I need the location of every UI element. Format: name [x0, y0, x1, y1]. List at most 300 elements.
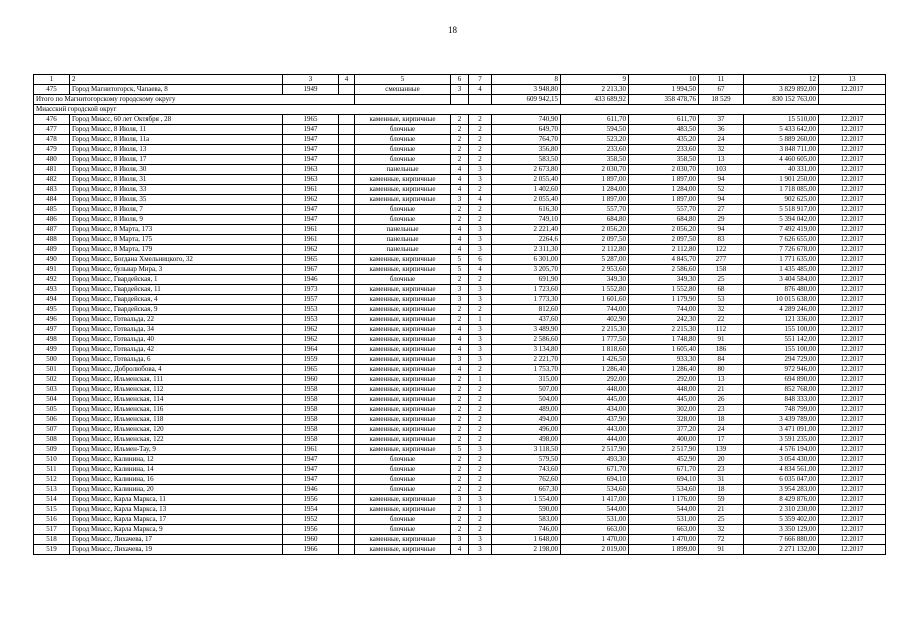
cell-living-area: 233,60: [561, 145, 629, 155]
cell-living-area: 1 818,60: [561, 345, 629, 355]
table-row: [34, 375, 886, 385]
cell-address: Город Миасс, Ильменская, 114: [70, 395, 283, 405]
cell-floors: 2: [451, 405, 469, 415]
cell-residential-area: 435,20: [629, 135, 699, 145]
cell-total-area: 1 648,00: [492, 535, 561, 545]
cell-total-area: 3 118,50: [492, 445, 561, 455]
table-row: [34, 455, 886, 465]
table-row: [34, 335, 886, 345]
cell-floors: 4: [451, 185, 469, 195]
cell-living-area: 1 777,50: [561, 335, 629, 345]
cell-cost: 15 510,00: [744, 115, 819, 125]
cell-living-area: 694,10: [561, 475, 629, 485]
table-row: [34, 205, 886, 215]
cell-residential-area: 4 845,70: [629, 255, 699, 265]
cell-deadline: 12.2017: [819, 385, 886, 395]
cell-year-built: 1963: [283, 165, 339, 175]
cell-total-area: 507,00: [492, 385, 561, 395]
cell-entrances: 3: [469, 165, 492, 175]
cell-year-built: 1967: [283, 265, 339, 275]
cell-row-number: 479: [34, 145, 70, 155]
cell-residential-area: 611,70: [629, 115, 699, 125]
cell-cost: 10 015 638,00: [744, 295, 819, 305]
cell-year-built: 1961: [283, 445, 339, 455]
cell-row-number: 511: [34, 465, 70, 475]
cell-wall-material: каменные, кирпичные: [355, 315, 451, 325]
table-row: [34, 125, 886, 135]
cell-floors: 6: [451, 75, 469, 85]
cell-cost: 3 054 430,00: [744, 455, 819, 465]
cell-residential-area: 1 552,80: [629, 285, 699, 295]
cell-row-number: 490: [34, 255, 70, 265]
cell-residents: 139: [699, 445, 744, 455]
cell-total-area: 1 723,60: [492, 285, 561, 295]
cell-row-number: 503: [34, 385, 70, 395]
cell-living-area: 2 030,70: [561, 165, 629, 175]
cell-entrances: 2: [469, 405, 492, 415]
cell-residential-area: 544,00: [629, 505, 699, 515]
cell-residential-area: 2 215,30: [629, 325, 699, 335]
cell-entrances: 3: [469, 535, 492, 545]
cell-entrances: 4: [469, 195, 492, 205]
cell-address: Город Миасс, 8 Июля, 35: [70, 195, 283, 205]
cell-living-area: 744,00: [561, 305, 629, 315]
table-row: [34, 515, 886, 525]
cell-year-built: 1958: [283, 395, 339, 405]
cell-address: Город Миасс, Готвальда, 42: [70, 345, 283, 355]
cell-wall-material: блочные: [355, 125, 451, 135]
cell-address: Город Миасс, 60 лет Октября , 28: [70, 115, 283, 125]
cell-floors: 2: [451, 215, 469, 225]
cell-col4: [339, 255, 355, 265]
cell-year-built: 1947: [283, 215, 339, 225]
cell-wall-material: блочные: [355, 475, 451, 485]
cell-deadline: 12.2017: [819, 305, 886, 315]
cell-residential-area: 531,00: [629, 515, 699, 525]
cell-row-number: 517: [34, 525, 70, 535]
cell-total-area: 3 205,70: [492, 265, 561, 275]
cell-residents: 27: [699, 205, 744, 215]
cell-living-area: 2 097,50: [561, 235, 629, 245]
total-label: Итого по Магнитогорскому городскому округу: [34, 95, 355, 105]
cell-year-built: 1965: [283, 115, 339, 125]
total-v9: 433 689,92: [561, 95, 629, 105]
cell-row-number: 475: [34, 85, 70, 95]
cell-residents: 11: [699, 75, 744, 85]
cell-year-built: 1958: [283, 405, 339, 415]
cell-deadline: 12.2017: [819, 535, 886, 545]
cell-year-built: 1946: [283, 275, 339, 285]
cell-total-area: 2 221,70: [492, 355, 561, 365]
cell-floors: 4: [451, 235, 469, 245]
cell-cost: 1 718 085,00: [744, 185, 819, 195]
cell-address: Город Миасс, Ильменская, 118: [70, 415, 283, 425]
cell-residents: 80: [699, 365, 744, 375]
cell-wall-material: каменные, кирпичные: [355, 415, 451, 425]
cell-entrances: 2: [469, 205, 492, 215]
cell-residents: 122: [699, 245, 744, 255]
cell-cost: 3 591 235,00: [744, 435, 819, 445]
table-row: [34, 345, 886, 355]
cell-row-number: 516: [34, 515, 70, 525]
cell-deadline: 12.2017: [819, 235, 886, 245]
cell-residential-area: 694,10: [629, 475, 699, 485]
cell-year-built: 1947: [283, 155, 339, 165]
table-row: [34, 485, 886, 495]
cell-floors: 2: [451, 305, 469, 315]
cell-year-built: 1962: [283, 245, 339, 255]
cell-deadline: 12.2017: [819, 515, 886, 525]
cell-col4: [339, 295, 355, 305]
cell-wall-material: каменные, кирпичные: [355, 445, 451, 455]
cell-cost: 3 954 283,00: [744, 485, 819, 495]
cell-wall-material: блочные: [355, 135, 451, 145]
cell-living-area: 292,00: [561, 375, 629, 385]
cell-residents: 18: [699, 485, 744, 495]
cell-address: Город Миасс, Карла Маркса, 9: [70, 525, 283, 535]
cell-row-number: 493: [34, 285, 70, 295]
cell-col4: [339, 425, 355, 435]
table-row: [34, 115, 886, 125]
cell-deadline: 12.2017: [819, 125, 886, 135]
cell-residential-area: 302,00: [629, 405, 699, 415]
cell-col4: [339, 525, 355, 535]
cell-total-area: 2 311,30: [492, 245, 561, 255]
table-row: [34, 135, 886, 145]
cell-total-area: 498,00: [492, 435, 561, 445]
cell-col4: [339, 195, 355, 205]
cell-col4: [339, 375, 355, 385]
cell-year-built: 1958: [283, 425, 339, 435]
cell-deadline: 12.2017: [819, 275, 886, 285]
cell-residents: 25: [699, 275, 744, 285]
cell-living-area: 534,60: [561, 485, 629, 495]
cell-residential-area: 349,30: [629, 275, 699, 285]
cell-entrances: 2: [469, 475, 492, 485]
cell-living-area: 2 112,80: [561, 245, 629, 255]
cell-residential-area: 400,00: [629, 435, 699, 445]
table-row: [34, 415, 886, 425]
cell-entrances: 2: [469, 455, 492, 465]
cell-floors: 2: [451, 125, 469, 135]
cell-total-area: 494,00: [492, 415, 561, 425]
cell-total-area: 2 055,40: [492, 175, 561, 185]
cell-entrances: 3: [469, 245, 492, 255]
cell-residents: 13: [699, 155, 744, 165]
cell-year-built: 1973: [283, 285, 339, 295]
cell-total-area: 489,00: [492, 405, 561, 415]
cell-living-area: 437,90: [561, 415, 629, 425]
cell-total-area: 583,50: [492, 155, 561, 165]
cell-row-number: 510: [34, 455, 70, 465]
cell-col4: [339, 235, 355, 245]
cell-entrances: 2: [469, 275, 492, 285]
cell-cost: 852 768,00: [744, 385, 819, 395]
cell-year-built: 1960: [283, 535, 339, 545]
cell-residents: 83: [699, 235, 744, 245]
cell-residents: 26: [699, 395, 744, 405]
cell-living-area: 445,00: [561, 395, 629, 405]
cell-residents: 36: [699, 125, 744, 135]
cell-total-area: 2 055,40: [492, 195, 561, 205]
cell-cost: 5 359 402,00: [744, 515, 819, 525]
cell-cost: 155 100,00: [744, 325, 819, 335]
cell-deadline: 12.2017: [819, 225, 886, 235]
cell-floors: 2: [451, 395, 469, 405]
cell-col4: 4: [339, 75, 355, 85]
cell-col4: [339, 115, 355, 125]
cell-entrances: 3: [469, 175, 492, 185]
cell-residents: 158: [699, 265, 744, 275]
cell-address: Город Миасс, Ильменская, 112: [70, 385, 283, 395]
cell-row-number: 515: [34, 505, 70, 515]
cell-year-built: 1947: [283, 145, 339, 155]
cell-living-area: 443,00: [561, 425, 629, 435]
cell-cost: 3 848 711,00: [744, 145, 819, 155]
cell-total-area: 1 554,00: [492, 495, 561, 505]
cell-floors: 4: [451, 325, 469, 335]
cell-cost: 551 142,00: [744, 335, 819, 345]
cell-living-area: 358,50: [561, 155, 629, 165]
cell-cost: 1 901 250,00: [744, 175, 819, 185]
cell-living-area: 1 897,00: [561, 175, 629, 185]
table-row: [34, 535, 886, 545]
table-row: [34, 175, 886, 185]
cell-col4: [339, 285, 355, 295]
cell-cost: 7 666 880,00: [744, 535, 819, 545]
cell-cost: 7 492 419,00: [744, 225, 819, 235]
cell-residential-area: 1 470,00: [629, 535, 699, 545]
cell-residents: 13: [699, 375, 744, 385]
cell-entrances: 2: [469, 415, 492, 425]
cell-living-area: 544,00: [561, 505, 629, 515]
cell-entrances: 7: [469, 75, 492, 85]
cell-residential-area: 2 112,80: [629, 245, 699, 255]
cell-floors: 4: [451, 165, 469, 175]
cell-residential-area: 534,60: [629, 485, 699, 495]
cell-residential-area: 663,00: [629, 525, 699, 535]
cell-cost: 694 890,00: [744, 375, 819, 385]
cell-deadline: 12.2017: [819, 495, 886, 505]
cell-address: Город Миасс, 8 Июля, 11: [70, 125, 283, 135]
cell-wall-material: блочные: [355, 485, 451, 495]
cell-entrances: 2: [469, 155, 492, 165]
cell-cost: 2 271 132,00: [744, 545, 819, 555]
cell-entrances: 3: [469, 335, 492, 345]
cell-cost: 5 433 642,00: [744, 125, 819, 135]
cell-entrances: 3: [469, 225, 492, 235]
section-row: [34, 105, 886, 115]
cell-address: Город Миасс, 8 Июля, 7: [70, 205, 283, 215]
cell-residents: 18: [699, 415, 744, 425]
table-row: [34, 165, 886, 175]
cell-living-area: 557,70: [561, 205, 629, 215]
cell-col4: [339, 325, 355, 335]
cell-address: Город Миасс, Лихачева, 17: [70, 535, 283, 545]
cell-wall-material: каменные, кирпичные: [355, 355, 451, 365]
cell-wall-material: каменные, кирпичные: [355, 395, 451, 405]
cell-address: Город Миасс, Гвардейская, 4: [70, 295, 283, 305]
cell-row-number: 496: [34, 315, 70, 325]
cell-residents: 91: [699, 335, 744, 345]
cell-row-number: 513: [34, 485, 70, 495]
cell-deadline: 12.2017: [819, 365, 886, 375]
cell-address: Город Миасс, Карла Маркса, 11: [70, 495, 283, 505]
cell-total-area: 3 489,90: [492, 325, 561, 335]
cell-entrances: 2: [469, 525, 492, 535]
cell-wall-material: панельные: [355, 165, 451, 175]
cell-year-built: 1952: [283, 515, 339, 525]
cell-wall-material: блочные: [355, 455, 451, 465]
cell-deadline: 12.2017: [819, 455, 886, 465]
cell-entrances: 4: [469, 265, 492, 275]
cell-row-number: 477: [34, 125, 70, 135]
table-row: [34, 295, 886, 305]
cell-deadline: 12.2017: [819, 205, 886, 215]
table-row: [34, 235, 886, 245]
cell-residents: 84: [699, 355, 744, 365]
cell-floors: 3: [451, 195, 469, 205]
cell-residents: 94: [699, 225, 744, 235]
table-row: [34, 395, 886, 405]
cell-row-number: 502: [34, 375, 70, 385]
cell-living-area: 9: [561, 75, 629, 85]
cell-living-area: 684,80: [561, 215, 629, 225]
cell-deadline: 12.2017: [819, 185, 886, 195]
cell-year-built: 3: [283, 75, 339, 85]
cell-residential-area: 10: [629, 75, 699, 85]
cell-deadline: 12.2017: [819, 335, 886, 345]
cell-year-built: 1949: [283, 85, 339, 95]
total-v11: 18 529: [699, 95, 744, 105]
table-row: [34, 425, 886, 435]
cell-total-area: 356,80: [492, 145, 561, 155]
cell-deadline: 12.2017: [819, 395, 886, 405]
cell-floors: 3: [451, 85, 469, 95]
cell-row-number: 508: [34, 435, 70, 445]
cell-floors: 4: [451, 225, 469, 235]
total-row: [34, 95, 886, 105]
cell-floors: 2: [451, 515, 469, 525]
cell-address: Город Миасс, 8 Июля, 31: [70, 175, 283, 185]
cell-living-area: 448,00: [561, 385, 629, 395]
cell-col4: [339, 215, 355, 225]
cell-total-area: 667,30: [492, 485, 561, 495]
cell-deadline: 12.2017: [819, 285, 886, 295]
cell-residents: 277: [699, 255, 744, 265]
cell-wall-material: каменные, кирпичные: [355, 175, 451, 185]
cell-col4: [339, 85, 355, 95]
cell-residential-area: 1 286,40: [629, 365, 699, 375]
cell-total-area: 8: [492, 75, 561, 85]
cell-col4: [339, 165, 355, 175]
cell-deadline: 12.2017: [819, 465, 886, 475]
cell-wall-material: каменные, кирпичные: [355, 435, 451, 445]
cell-entrances: 3: [469, 495, 492, 505]
cell-col4: [339, 485, 355, 495]
cell-year-built: 1947: [283, 135, 339, 145]
cell-address: Город Миасс, 8 Июля, 30: [70, 165, 283, 175]
cell-total-area: 812,60: [492, 305, 561, 315]
cell-entrances: 6: [469, 255, 492, 265]
cell-living-area: 663,00: [561, 525, 629, 535]
cell-cost: 8 429 876,00: [744, 495, 819, 505]
section-title: Миасский городской округ: [34, 105, 886, 115]
cell-deadline: 12.2017: [819, 475, 886, 485]
cell-year-built: 1957: [283, 295, 339, 305]
cell-address: Город Миасс, Лихачева, 19: [70, 545, 283, 555]
header-row: [34, 75, 886, 85]
cell-cost: 902 625,00: [744, 195, 819, 205]
cell-col4: [339, 135, 355, 145]
cell-residents: 21: [699, 385, 744, 395]
cell-col4: [339, 175, 355, 185]
table-row: [34, 305, 886, 315]
cell-residents: 112: [699, 325, 744, 335]
table-row: [34, 385, 886, 395]
cell-address: Город Миасс, Ильменская, 111: [70, 375, 283, 385]
table-row: [34, 325, 886, 335]
cell-floors: 2: [451, 425, 469, 435]
cell-cost: 4 289 246,00: [744, 305, 819, 315]
cell-floors: 2: [451, 455, 469, 465]
cell-cost: 5 394 042,00: [744, 215, 819, 225]
cell-living-area: 594,50: [561, 125, 629, 135]
cell-cost: 972 946,00: [744, 365, 819, 375]
cell-residents: 23: [699, 405, 744, 415]
cell-residents: 68: [699, 285, 744, 295]
cell-row-number: 497: [34, 325, 70, 335]
cell-deadline: 12.2017: [819, 85, 886, 95]
cell-cost: 3 350 129,00: [744, 525, 819, 535]
cell-cost: 2 310 230,00: [744, 505, 819, 515]
cell-deadline: 12.2017: [819, 325, 886, 335]
table-row: [34, 195, 886, 205]
cell-deadline: 12.2017: [819, 445, 886, 455]
cell-col4: [339, 505, 355, 515]
cell-residents: 23: [699, 465, 744, 475]
cell-deadline: 13: [819, 75, 886, 85]
cell-total-area: 3 948,80: [492, 85, 561, 95]
cell-col4: [339, 305, 355, 315]
cell-row-number: 518: [34, 535, 70, 545]
cell-deadline: 12.2017: [819, 505, 886, 515]
cell-residential-area: 2 517,90: [629, 445, 699, 455]
table-row: [34, 215, 886, 225]
cell-living-area: 493,30: [561, 455, 629, 465]
page-number: 18: [448, 25, 457, 35]
table-row: [34, 525, 886, 535]
cell-floors: 5: [451, 265, 469, 275]
cell-entrances: 1: [469, 315, 492, 325]
cell-col4: [339, 335, 355, 345]
cell-total-area: 740,90: [492, 115, 561, 125]
cell-total-area: 315,00: [492, 375, 561, 385]
cell-wall-material: смешанные: [355, 85, 451, 95]
cell-living-area: 1 470,00: [561, 535, 629, 545]
cell-address: Город Миасс, Готвальда, 34: [70, 325, 283, 335]
cell-residential-area: 1 899,00: [629, 545, 699, 555]
cell-floors: 2: [451, 525, 469, 535]
cell-wall-material: каменные, кирпичные: [355, 535, 451, 545]
cell-address: Город Миасс, 8 Марта, 175: [70, 235, 283, 245]
cell-floors: 2: [451, 505, 469, 515]
cell-deadline: 12.2017: [819, 435, 886, 445]
total-empty-cell: [451, 95, 469, 105]
cell-floors: 2: [451, 275, 469, 285]
cell-residents: 24: [699, 425, 744, 435]
cell-residents: 22: [699, 315, 744, 325]
